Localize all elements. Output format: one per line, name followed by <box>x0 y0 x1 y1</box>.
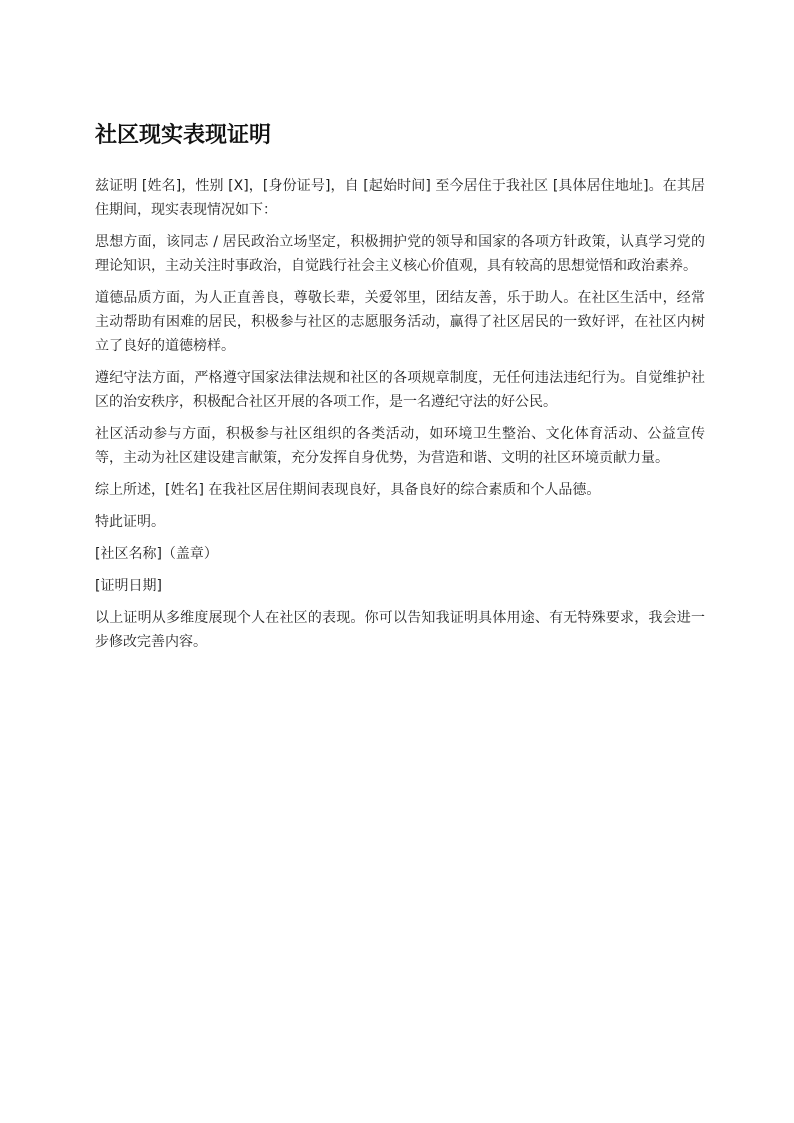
certification-statement: 特此证明。 <box>95 514 165 530</box>
ideology-paragraph: 思想方面，该同志 / 居民政治立场坚定，积极拥护党的领导和国家的各项方针政策，认真学习党的理论知识，主动关注时事政治，自觉践行社会主义核心价值观，具有较高的思想觉悟和政治素养。 <box>95 234 705 274</box>
law-abiding-paragraph: 遵纪守法方面，严格遵守国家法律法规和社区的各项规章制度，无任何违法违纪行为。自觉维护社区的治安秩序，积极配合社区开展的各项工作，是一名遵纪守法的好公民。 <box>95 370 705 410</box>
document-page <box>95 120 705 662</box>
certificate-date-line: [证明日期] <box>95 578 162 594</box>
closing-note-paragraph: 以上证明从多维度展现个人在社区的表现。你可以告知我证明具体用途、有无特殊要求，我会进一步修改完善内容。 <box>95 610 705 650</box>
document-title: 社区现实表现证明 <box>95 123 272 148</box>
intro-paragraph: 兹证明 [姓名]，性别 [X]，[身份证号]，自 [起始时间] 至今居住于我社区 [具体居住地址]。在其居住期间，现实表现情况如下： <box>95 178 705 218</box>
community-seal-line: [社区名称]（盖章） <box>95 546 218 562</box>
summary-paragraph: 综上所述，[姓名] 在我社区居住期间表现良好，具备良好的综合素质和个人品德。 <box>95 482 601 498</box>
morality-paragraph: 道德品质方面，为人正直善良，尊敬长辈，关爱邻里，团结友善，乐于助人。在社区生活中，经常主动帮助有困难的居民，积极参与社区的志愿服务活动，赢得了社区居民的一致好评，在社区内树立了良好的道德榜样。 <box>95 290 705 354</box>
community-activity-paragraph: 社区活动参与方面，积极参与社区组织的各类活动，如环境卫生整治、文化体育活动、公益宣传等，主动为社区建设建言献策，充分发挥自身优势，为营造和谐、文明的社区环境贡献力量。 <box>95 426 705 466</box>
